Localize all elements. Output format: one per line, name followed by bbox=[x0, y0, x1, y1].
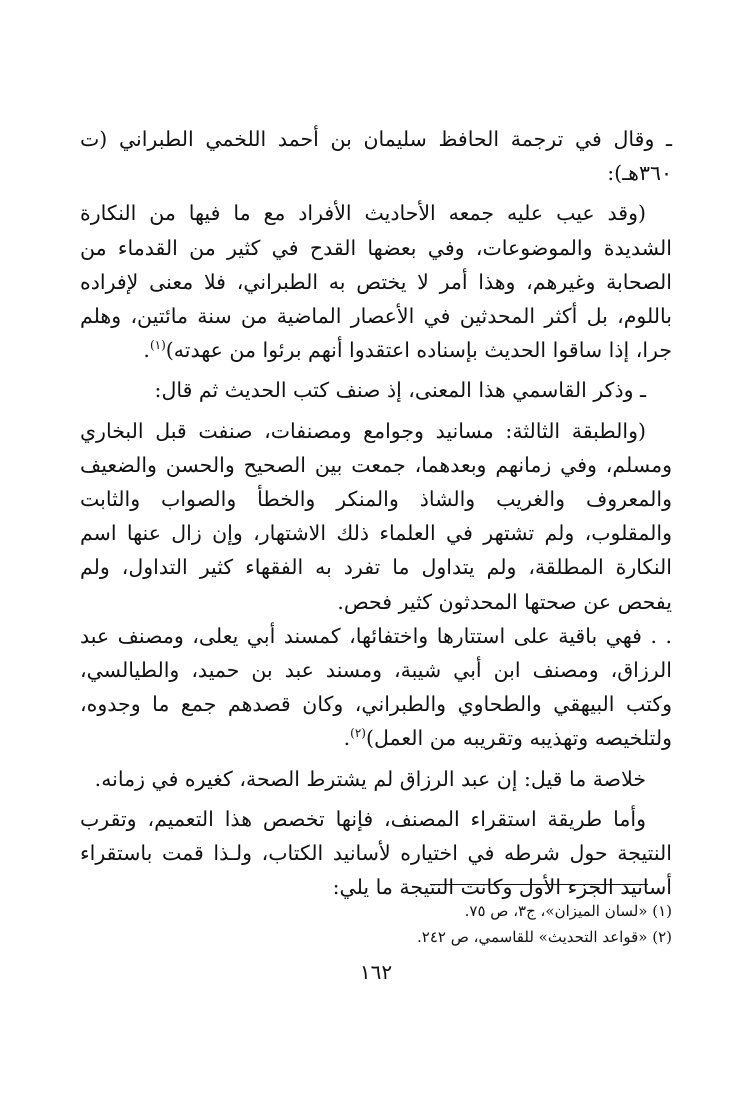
paragraph-tabarani-quote-text: (وقد عيب عليه جمعه الأحاديث الأفراد مع ما فيها من النكارة الشديدة والموضوعات، وفي بعضها القدح في كثير من القدماء من الصحابة وغيرهم، وهذا أمر لا يختص به الطبراني، فلا معنى لإفراده باللوم، بل أكثر المحدثين في الأعصار الماضية من سنة مائتين، وهلم جرا، إذا ساقوا الحديث بإسناده اعتقدوا أنهم برئوا من عهدته) bbox=[80, 201, 672, 363]
paragraph-third-class-continued-text: . . فهي باقية على استتارها واختفائها، كمسند أبي يعلى، ومصنف عبد الرزاق، ومصنف ابن أبي شيبة، ومسند عبد بن حميد، والطيالسي، وكتب البيهقي والطحاوي والطبراني، وكان قصدهم جمع ما وجدوه، ولتلخيصه وتهذيبه وتقريبه من العمل) bbox=[80, 623, 672, 751]
paragraph-third-class-continued bbox=[80, 619, 672, 756]
paragraph-tabarani-intro bbox=[80, 122, 672, 190]
paragraph-summary-text: خلاصة ما قيل: إن عبد الرزاق لم يشترط الصحة، كغيره في زمانه. bbox=[94, 766, 646, 791]
footnote-marker-1: (١) bbox=[149, 338, 166, 353]
paragraph-tabarani-quote-end: . bbox=[143, 338, 150, 363]
footnote-1: (١) «لسان الميزان»، ج٣، ص ٧٥. bbox=[464, 902, 672, 920]
paragraph-qasimi-intro-text: ـ وذكر القاسمي هذا المعنى، إذ صنف كتب الحديث ثم قال: bbox=[154, 378, 646, 403]
footnotes bbox=[330, 898, 672, 950]
paragraph-third-class bbox=[80, 414, 672, 619]
paragraph-tabarani-quote bbox=[80, 196, 672, 367]
footnote-separator bbox=[430, 884, 648, 885]
paragraph-method bbox=[80, 802, 672, 905]
page-number: ١٦٢ bbox=[359, 960, 393, 984]
paragraph-tabarani-intro-text: ـ وقال في ترجمة الحافظ سليمان بن أحمد اللخمي الطبراني (ت ٣٦٠هـ): bbox=[80, 127, 672, 186]
paragraph-third-class-text: (والطبقة الثالثة: مسانيد وجوامع ومصنفات، صنفت قبل البخاري ومسلم، وفي زمانهم وبعدهما، جمعت بين الصحيح والحسن والضعيف والمعروف والغريب والشاذ والمنكر والخطأ والصواب والثابت والمقلوب، ولم تشتهر في العلماء ذلك الاشتهار، وإن زال عنها اسم النكارة المطلقة، ولم يتداول ما تفرد به الفقهاء كثير التداول، ولم يفحص عن صحتها المحدثون كثير فحص. bbox=[80, 418, 672, 614]
page-body bbox=[80, 122, 672, 910]
footnote-marker-2: (٢) bbox=[350, 726, 366, 741]
paragraph-method-text: وأما طريقة استقراء المصنف، فإنها تخصص هذا التعميم، وتقرب النتيجة حول شرطه في اختياره لأسانيد الكتاب، ولـذا قمت باستقراء أسانيد الجزء الأول وكانت النتيجة ما يلي: bbox=[80, 806, 672, 900]
footnote-2: (٢) «قواعد التحديث» للقاسمي، ص ٢٤٢. bbox=[417, 928, 672, 946]
paragraph-third-class-continued-end: . bbox=[343, 726, 351, 751]
paragraph-qasimi-intro bbox=[80, 373, 672, 407]
paragraph-summary bbox=[80, 762, 672, 796]
